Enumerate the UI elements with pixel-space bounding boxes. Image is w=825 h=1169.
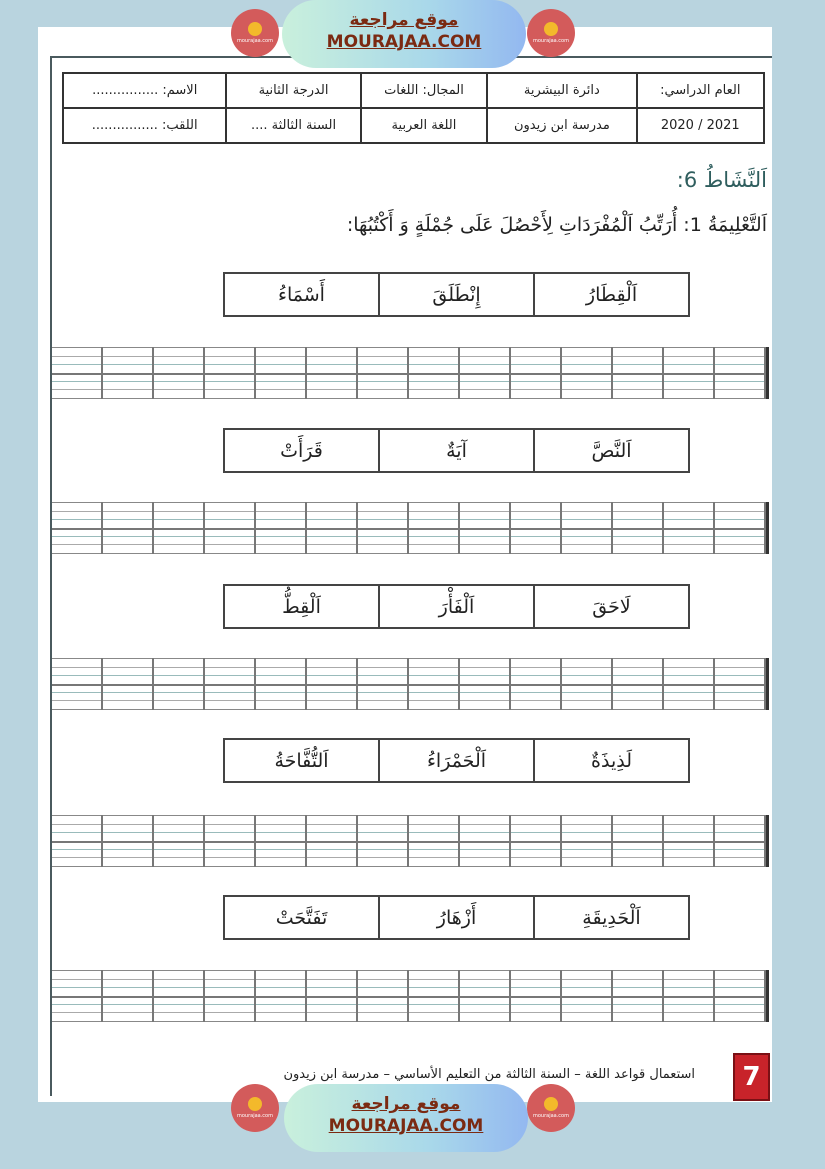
surname-field: اللقب: ................: [63, 108, 226, 143]
logo-badge-icon: mourajaa.com: [527, 1084, 575, 1132]
word-cell: اَلْحَدِيقَةِ: [533, 897, 688, 938]
word-cell: آيَةٌ: [378, 430, 533, 471]
district: دائرة البيشرية: [487, 73, 636, 108]
banner-domain: MOURAJAA.COM: [326, 32, 482, 52]
word-cell: أَسْمَاءُ: [278, 283, 325, 306]
page-footer: استعمال قواعد اللغة – السنة الثالثة من التعليم الأساسي – مدرسة ابن زيدون: [283, 1067, 695, 1082]
instruction: اَلتَّعْلِيمَةُ 1: أُرَتِّبُ اَلْمُفْرَدَاتِ لِأَحْصُلَ عَلَى جُمْلَةٍ وَ أَكْتُبُهَا:: [346, 214, 767, 236]
word-box-row: [223, 584, 690, 629]
logo-badge-icon: mourajaa.com: [527, 9, 575, 57]
school-name: مدرسة ابن زيدون: [487, 108, 636, 143]
banner-arabic: موقع مراجعة: [349, 10, 459, 30]
frame-line: [50, 56, 52, 1096]
header-table: [62, 72, 765, 144]
word-cell: اَلْحَمْرَاءُ: [378, 740, 533, 781]
subject: اللغة العربية: [361, 108, 488, 143]
word-cell: تَفَتَّحَتْ: [275, 906, 328, 929]
word-cell: اَلْقِطُّ: [282, 595, 321, 618]
site-banner-link[interactable]: [282, 0, 526, 68]
word-cell: اَلتُّفَّاحَةُ: [274, 749, 329, 772]
word-box-row: [223, 272, 690, 317]
writing-lines[interactable]: [52, 815, 769, 867]
school-year: 2021 / 2020: [637, 108, 764, 143]
worksheet-page: [38, 27, 772, 1102]
logo-badge-icon: mourajaa.com: [231, 1084, 279, 1132]
word-box-row: [223, 895, 690, 940]
grade-level: الدرجة الثانية: [226, 73, 360, 108]
activity-title: اَلنَّشَاطُ 6:: [676, 168, 767, 192]
word-cell: أَزْهَارُ: [378, 897, 533, 938]
class-year: السنة الثالثة ....: [226, 108, 360, 143]
writing-lines[interactable]: [52, 347, 769, 399]
logo-badge-icon: mourajaa.com: [231, 9, 279, 57]
word-cell: قَرَأَتْ: [280, 439, 323, 462]
writing-lines[interactable]: [52, 658, 769, 710]
name-field: الاسم: ................: [63, 73, 226, 108]
banner-domain: MOURAJAA.COM: [328, 1116, 484, 1136]
writing-lines[interactable]: [52, 502, 769, 554]
word-cell: إِنْطَلَقَ: [378, 274, 533, 315]
word-box-row: [223, 428, 690, 473]
word-cell: اَلْقِطَارُ: [533, 274, 688, 315]
word-cell: لَاحَقَ: [533, 586, 688, 627]
word-cell: اَلنَّصَّ: [533, 430, 688, 471]
word-cell: لَذِيذَةٌ: [533, 740, 688, 781]
page-number: 7: [733, 1053, 770, 1101]
site-banner-link[interactable]: [284, 1084, 528, 1152]
writing-lines[interactable]: [52, 970, 769, 1022]
word-cell: اَلْفَأْرَ: [378, 586, 533, 627]
domain-field: المجال: اللغات: [361, 73, 488, 108]
banner-arabic: موقع مراجعة: [351, 1094, 461, 1114]
year-label: العام الدراسي:: [637, 73, 764, 108]
word-box-row: [223, 738, 690, 783]
